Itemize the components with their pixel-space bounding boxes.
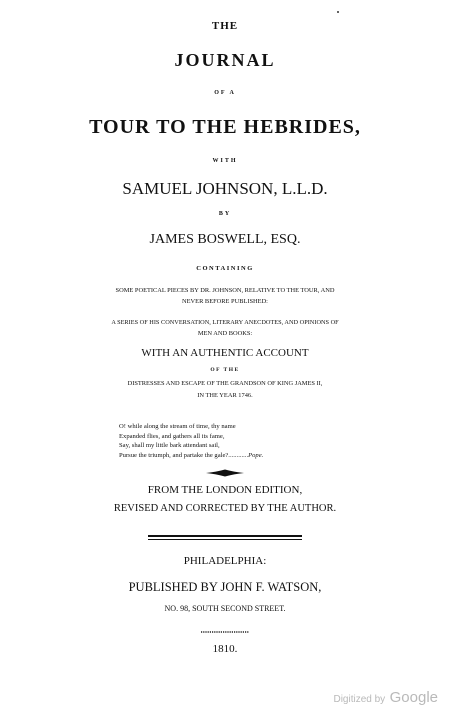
heading-the: THE [211,20,239,32]
poem-attribution: Pope. [248,451,264,459]
address-line: NO. 98, SOUTH SECOND STREET. [164,604,286,613]
poem-line-text: Pursue the triumph, and partake the gale?............ [119,451,249,459]
heading-johnson: SAMUEL JOHNSON, L.L.D. [122,179,328,198]
poem-line: O! while along the stream of time, thy name [119,423,236,430]
poem-line: Say, shall my little bark attendant sail, [119,442,220,450]
london-edition: FROM THE LONDON EDITION, [147,484,303,496]
heading-of-the: OF THE [210,367,240,373]
poetical-line-2: NEVER BEFORE PUBLISHED: [182,298,268,305]
publication-date: 1810. [212,643,238,655]
heading-tour: TOUR TO THE HEBRIDES, [89,116,361,138]
publisher-line: PUBLISHED BY JOHN F. WATSON, [128,580,322,594]
double-rule-bottom [148,539,302,540]
heading-with: WITH [212,158,238,164]
authentic-account: WITH AN AUTHENTIC ACCOUNT [141,347,309,359]
watermark-logo: Google [389,689,438,706]
poem-line: Expanded flies, and gathers all its fame, [119,432,225,440]
poem-line [119,451,399,461]
distresses-line: DISTRESSES AND ESCAPE OF THE GRANDSON OF KING JAMES II, [127,380,323,387]
watermark-prefix: Digitized by [333,694,386,705]
heading-journal: JOURNAL [174,50,276,70]
city-line: PHILADELPHIA: [183,555,267,567]
epigraph-poem [119,422,399,460]
ornament-divider [206,469,244,477]
ink-speck [337,11,339,13]
revised-line: REVISED AND CORRECTED BY THE AUTHOR. [113,503,337,514]
heading-of-a: OF A [214,90,236,96]
dotted-rule [200,630,250,634]
digitized-watermark [333,689,438,707]
heading-containing: CONTAINING [196,265,254,272]
heading-by: BY [218,211,232,217]
series-line-2: MEN AND BOOKS: [197,330,253,337]
poetical-line-1: SOME POETICAL PIECES BY DR. JOHNSON, RELATIVE TO THE TOUR, AND [115,287,335,294]
series-line-1: A SERIES OF HIS CONVERSATION, LITERARY ANECDOTES, AND OPINIONS OF [111,319,339,326]
heading-boswell: JAMES BOSWELL, ESQ. [149,232,301,247]
year-line: IN THE YEAR 1746. [197,392,253,399]
double-rule-top [148,535,302,537]
